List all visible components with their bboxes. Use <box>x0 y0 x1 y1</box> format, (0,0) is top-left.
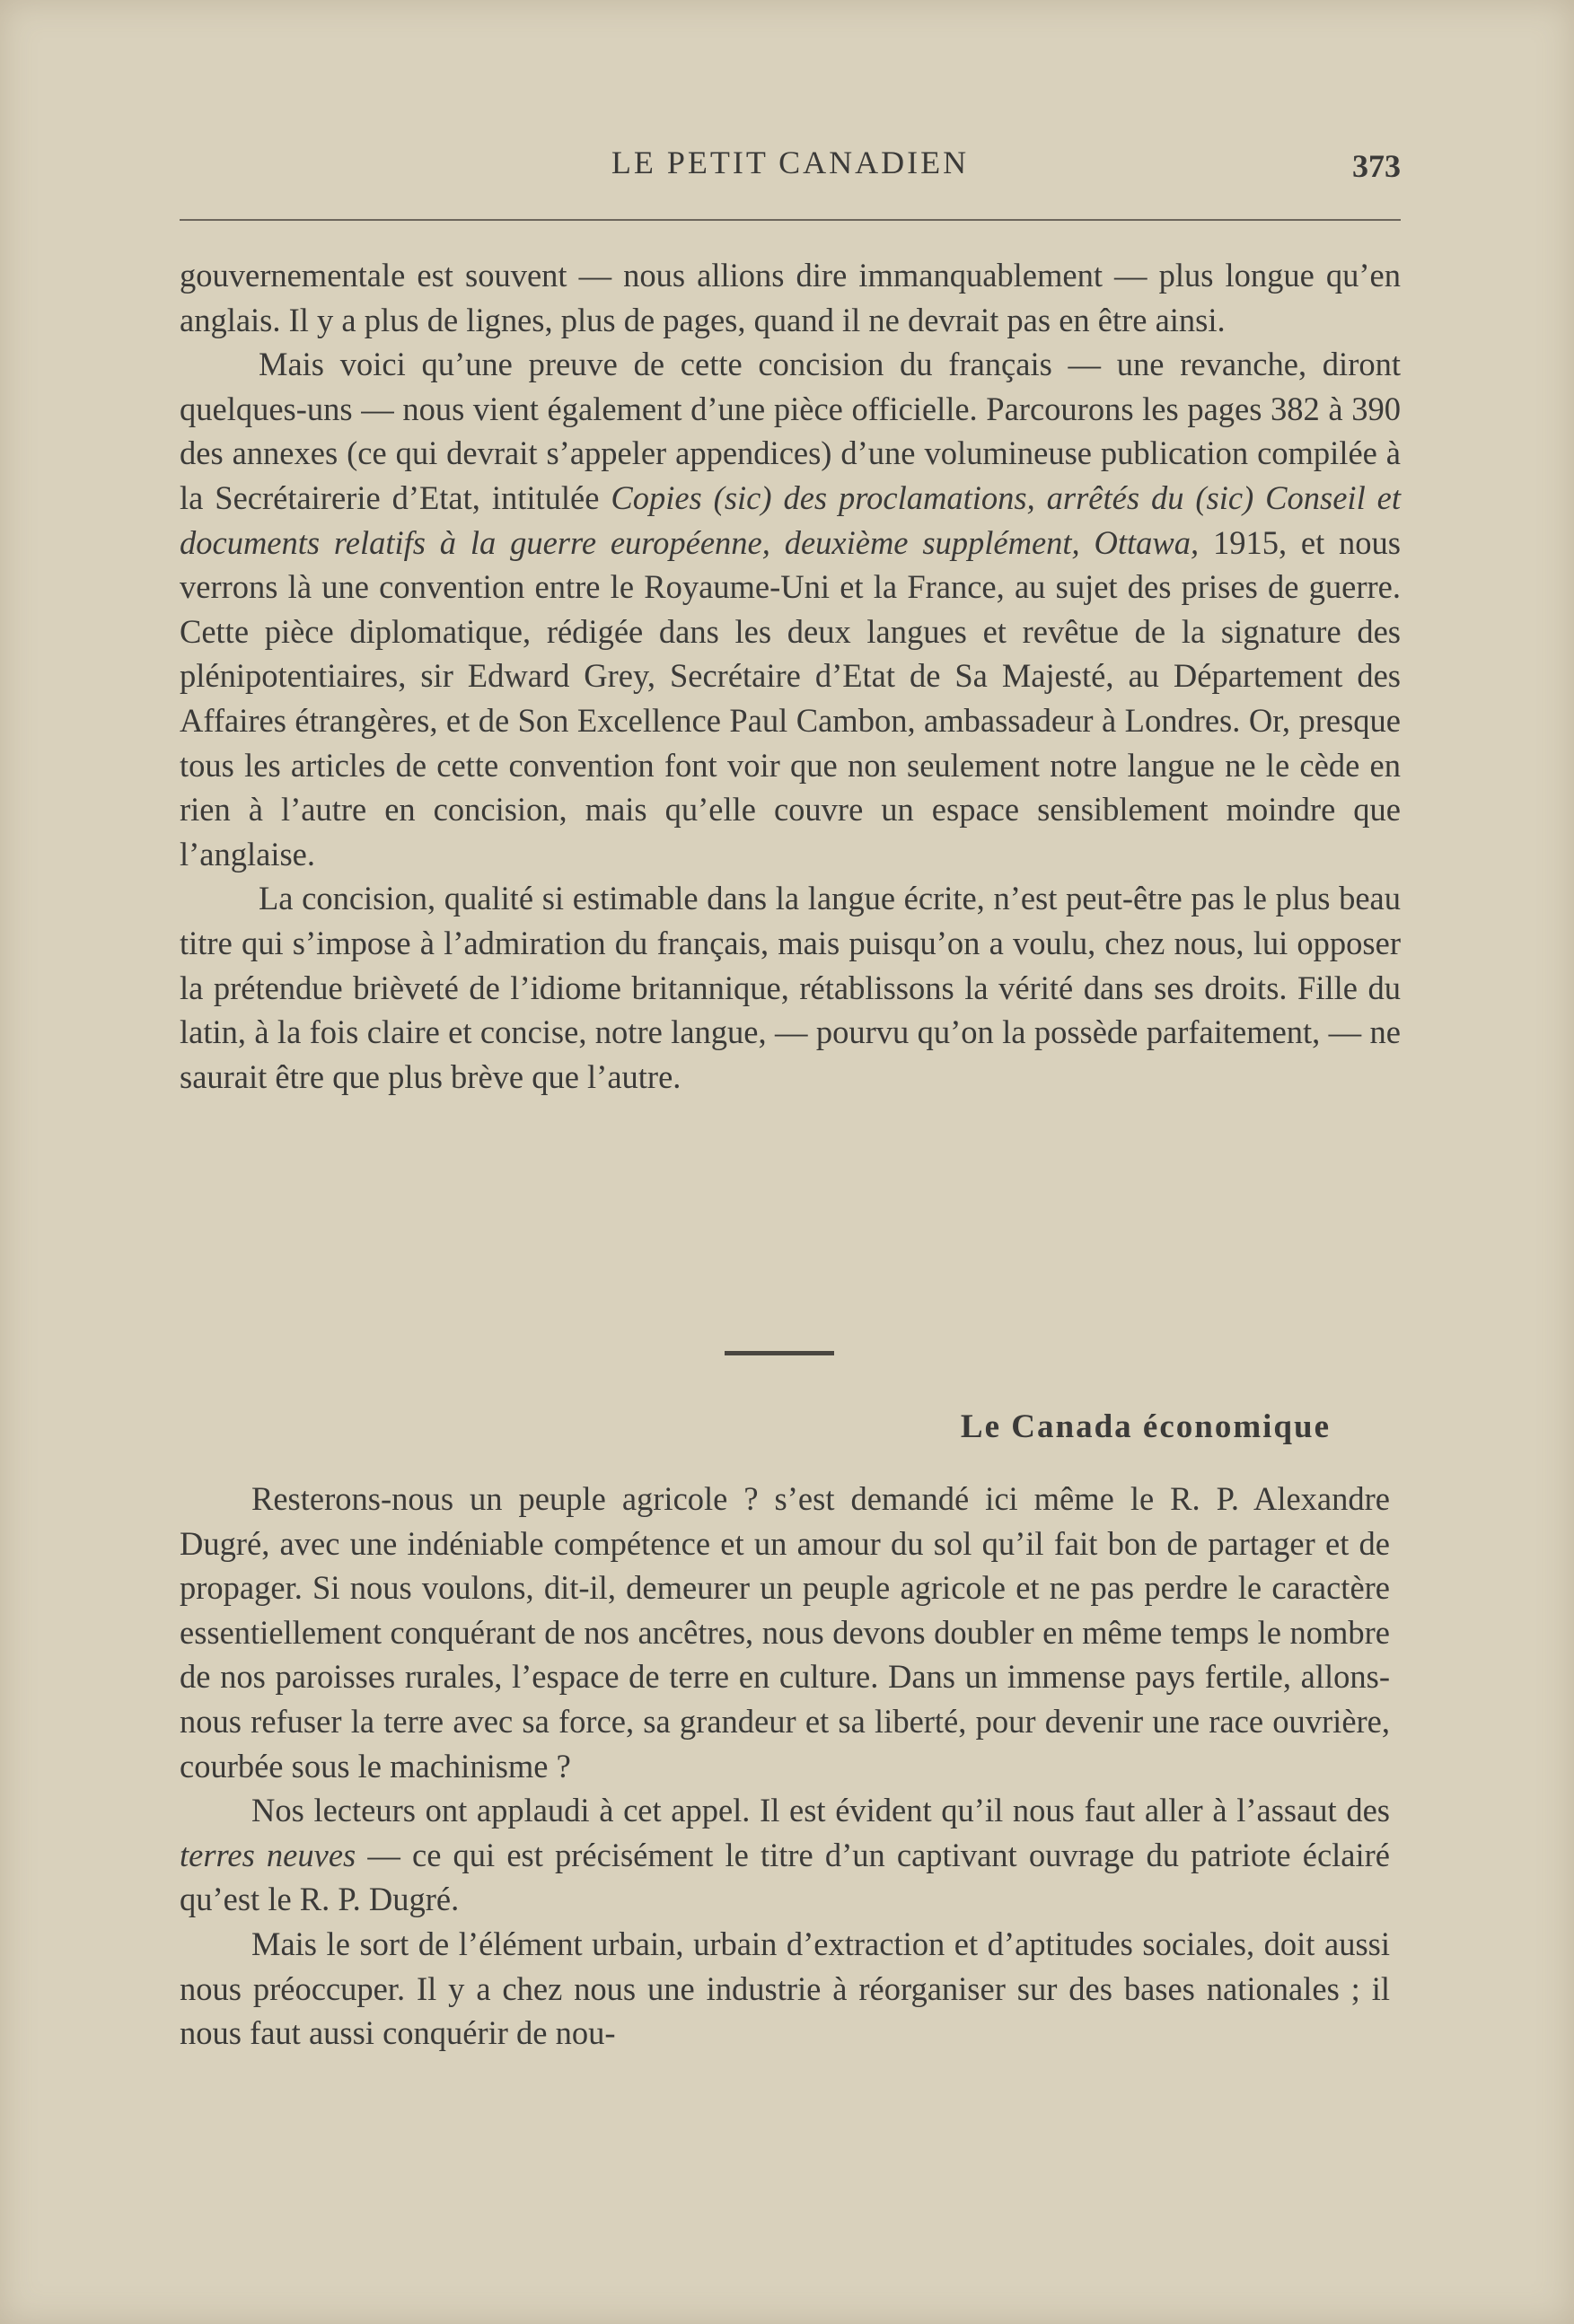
page-number: 373 <box>1352 148 1401 184</box>
publication-title: Copies (sic) des proclamations, arrêtés du (sic) Conseil et documents relatifs à la guerre européenne, deuxième supplément, Ottawa, <box>180 478 1401 561</box>
running-title: LE PETIT CANADIEN <box>611 145 970 180</box>
running-head <box>180 144 1401 197</box>
paragraph-conclusion: La concision, qualité si estimable dans la langue écrite, n’est peut-être pas le plus beau titre qui s’impose à l’admiration du français, mais puisqu’on a voulu, chez nous, lui opposer la prétendue brièveté de l’idiome britannique, rétablissons la vérité dans ses droits. Fille du latin, à la fois claire et concise, notre langue, — pourvu qu’on la possède parfaitement, — ne saurait être que plus brève que l’autre. <box>180 880 1401 1095</box>
section-divider <box>725 1351 834 1355</box>
paragraph-agricole: Resterons-nous un peuple agricole ? s’est demandé ici même le R. P. Alexandre Dugré, avec une indéniable compétence et un amour du sol qu’il fait bon de partager et de propager. Si nous voulons, dit-il, demeurer un peuple agricole et ne pas perdre le caractère essentiellement conquérant de nos ancêtres, nous devons doubler en même temps le nombre de nos paroisses rurales, l’espace de terre en culture. Dans un immense pays fertile, allons-nous refuser la terre avec sa force, sa grandeur et sa liberté, pour devenir une race ouvrière, courbée sous le machinisme ? <box>180 1480 1390 1785</box>
paragraph-text: Mais voici qu’une preuve de cette concision du français — une revanche, diront quelques-uns — nous vient également d’une pièce officielle. Parcourons les pages 382 à 390 des annexes (ce qui devrait s’appeler appendices) d’une volumineuse publication compilée à la Secrétairerie d’Etat, intitulée <box>180 346 1401 516</box>
paragraph-continuation: gouvernementale est souvent — nous allions dire immanquablement — plus longue qu’en anglais. Il y a plus de lignes, plus de pages, quand il ne devrait pas en être ainsi. <box>180 257 1401 338</box>
paragraph-text: Nos lecteurs ont applaudi à cet appel. Il est évident qu’il nous faut aller à l’assaut des <box>251 1792 1390 1829</box>
article-canada-economique <box>180 1477 1390 2056</box>
paragraph-text: — ce qui est précisément le titre d’un captivant ouvrage du patriote éclairé qu’est le R. P. Dugré. <box>180 1836 1390 1918</box>
section-heading: Le Canada économique <box>960 1408 1331 1445</box>
paragraph-urbain: Mais le sort de l’élément urbain, urbain d’extraction et d’aptitudes sociales, doit aussi nous préoccuper. Il y a chez nous une industrie à réorganiser sur des bases nationales ; il nous faut aussi conquérir de nou- <box>180 1925 1390 2052</box>
book-title: terres neuves <box>180 1836 356 1873</box>
article-concision <box>180 253 1401 1099</box>
paragraph-convention <box>180 342 1401 876</box>
paragraph-appel <box>180 1788 1390 1922</box>
paragraph-text: 1915, et nous verrons là une convention entre le Royaume-Uni et la France, au sujet des prises de guerre. Cette pièce diplomatique, rédigée dans les deux langues et revêtue de la signature des plénipotentiaires, sir Edward Grey, Secrétaire d’Etat de Sa Majesté, au Département des Affaires étrangères, et de Son Excellence Paul Cambon, ambassadeur à Londres. Or, presque tous les articles de cette convention font voir que non seulement notre langue ne le cède en rien à l’autre en concision, mais qu’elle couvre un espace sensiblement moindre que l’anglaise. <box>180 523 1401 873</box>
header-rule <box>180 219 1401 221</box>
